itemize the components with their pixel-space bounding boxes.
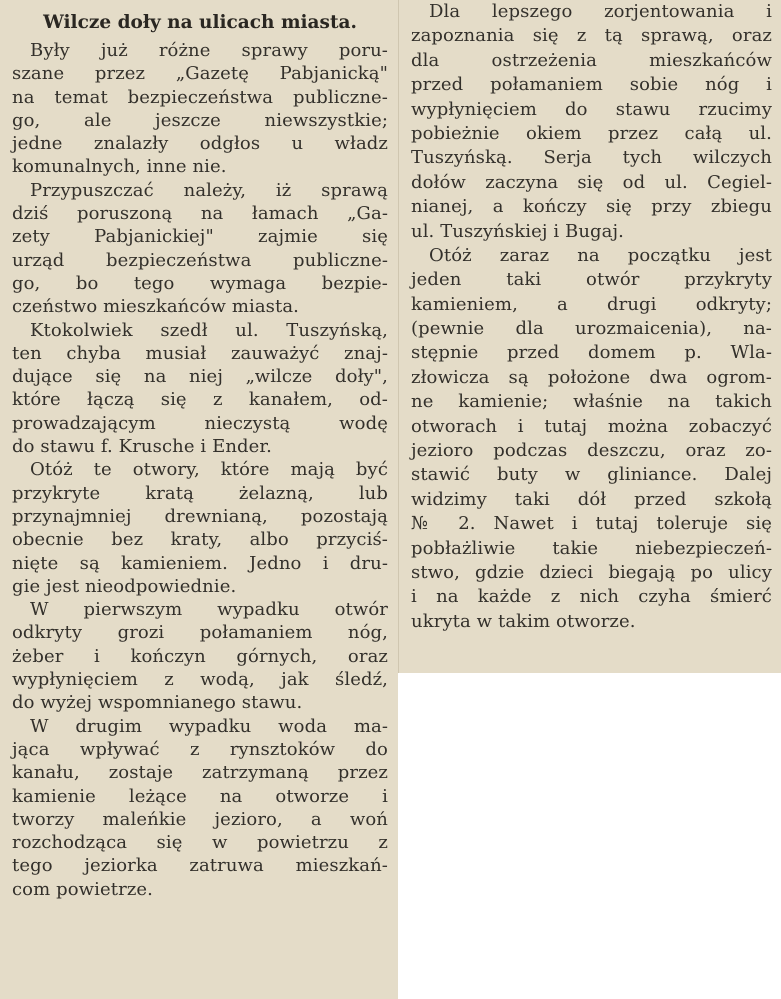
text-line: dujące się na niej „wilcze doły", <box>12 366 388 388</box>
text-line: Dla lepszego zorjentowania i <box>429 1 772 22</box>
text-line: pobieżnie okiem przez całą ul. <box>411 122 772 144</box>
text-line: W pierwszym wypadku otwór <box>30 599 388 621</box>
text-line: dołów zaczyna się od ul. Cegiel- <box>411 171 772 193</box>
text-line: przykryte kratą żelazną, lub <box>12 482 388 504</box>
text-line: gie jest nieodpowiednie. <box>12 575 237 597</box>
text-line: nięte są kamieniem. Jedno i dru- <box>12 552 388 574</box>
text-line: kamienie leżące na otworze i <box>12 785 388 807</box>
article-paragraph <box>411 244 772 634</box>
text-line: Przypuszczać należy, iż sprawą <box>30 179 388 201</box>
text-line: nianej, a kończy się przy zbiegu <box>411 196 772 218</box>
text-line: go, ale jeszcze niewszystkie; <box>12 109 388 131</box>
text-line: № 2. Nawet i tutaj toleruje się <box>411 513 772 535</box>
text-line: Otóż te otwory, które mają być <box>30 459 388 481</box>
right-column <box>398 0 781 673</box>
empty-area <box>398 673 781 999</box>
text-line: obecnie bez kraty, albo przyciś- <box>12 529 388 551</box>
text-line: tworzy maleńkie jezioro, a woń <box>12 808 388 830</box>
text-line: W drugim wypadku woda ma- <box>30 715 388 737</box>
text-line: czeństwo mieszkańców miasta. <box>12 296 300 318</box>
text-line: kanału, zostaje zatrzymaną przez <box>12 762 388 784</box>
article-paragraph <box>12 598 388 714</box>
text-line: zety Pabjanickiej" zajmie się <box>12 226 388 248</box>
text-line: pobłażliwie takie niebezpieczeń- <box>411 537 772 559</box>
text-line: ul. Tuszyńskiej i Bugaj. <box>411 220 624 242</box>
text-line: (pewnie dla urozmaicenia), na- <box>411 318 772 340</box>
text-line: rozchodząca się w powietrzu z <box>12 832 388 854</box>
text-line: kamieniem, a drugi odkryty; <box>411 293 772 315</box>
text-line: żeber i kończyn górnych, oraz <box>12 645 388 667</box>
text-line: wypłynięciem do stawu rzucimy <box>411 98 772 120</box>
text-line: jeden taki otwór przykryty <box>411 269 772 291</box>
text-line: odkryty grozi połamaniem nóg, <box>12 622 388 644</box>
article-paragraph <box>12 715 388 901</box>
text-line: na temat bezpieczeństwa publiczne- <box>12 86 388 108</box>
text-line: przynajmniej drewnianą, pozostają <box>12 505 388 527</box>
text-line: stępnie przed domem p. Wla- <box>411 342 772 364</box>
text-line: Otóż zaraz na początku jest <box>429 244 772 266</box>
text-line: prowadzającym nieczystą wodę <box>12 412 388 434</box>
text-line: komunalnych, inne nie. <box>12 156 227 178</box>
text-line: otworach i tutaj można zobaczyć <box>411 415 772 437</box>
text-line: urząd bezpieczeństwa publiczne- <box>12 249 388 271</box>
text-line: dziś poruszoną na łamach „Ga- <box>12 203 388 225</box>
text-line: jezioro podczas deszczu, oraz zo- <box>411 440 772 462</box>
text-line: stawić buty w gliniance. Dalej <box>411 464 772 486</box>
text-line: Tuszyńską. Serja tych wilczych <box>411 147 772 169</box>
text-line: zapoznania się z tą sprawą, oraz <box>411 25 772 47</box>
text-line: do stawu f. Krusche i Ender. <box>12 436 272 458</box>
text-line: jąca wpływać z rynsztoków do <box>12 738 388 760</box>
text-line: ne kamienie; właśnie na takich <box>411 391 772 413</box>
text-line: Ktokolwiek szedł ul. Tuszyńską, <box>30 319 388 341</box>
text-line: Były już różne sprawy poru- <box>30 40 388 61</box>
text-line: do wyżej wspomnianego stawu. <box>12 692 303 714</box>
left-column-body <box>12 39 388 901</box>
article-headline: Wilcze doły na ulicach miasta. <box>43 12 357 33</box>
article-paragraph <box>12 458 388 598</box>
text-line: jedne znalazły odgłos u władz <box>12 133 388 155</box>
text-line: i na każde z nich czyha śmierć <box>411 586 772 608</box>
article-paragraph <box>12 319 388 459</box>
text-line: wypłynięciem z wodą, jak śledź, <box>12 669 388 691</box>
text-line: przed połamaniem sobie nóg i <box>411 74 772 96</box>
text-line: stwo, gdzie dzieci biegają po ulicy <box>411 561 772 583</box>
text-line: złowicza są położone dwa ogrom- <box>411 366 772 388</box>
right-column-body <box>411 0 772 634</box>
text-line: które łączą się z kanałem, od- <box>12 389 388 411</box>
text-line: go, bo tego wymaga bezpie- <box>12 272 388 294</box>
text-line: dla ostrzeżenia mieszkańców <box>411 49 772 71</box>
article-paragraph <box>12 39 388 179</box>
text-line: com powietrze. <box>12 878 153 900</box>
text-line: ukryta w takim otworze. <box>411 610 636 632</box>
text-line: tego jeziorka zatruwa mieszkań- <box>12 855 388 877</box>
text-line: szane przez „Gazetę Pabjanicką" <box>12 63 388 85</box>
article-paragraph <box>12 179 388 319</box>
text-line: widzimy taki dół przed szkołą <box>411 488 772 510</box>
article-paragraph <box>411 0 772 244</box>
text-line: ten chyba musiał zauważyć znaj- <box>12 342 388 364</box>
